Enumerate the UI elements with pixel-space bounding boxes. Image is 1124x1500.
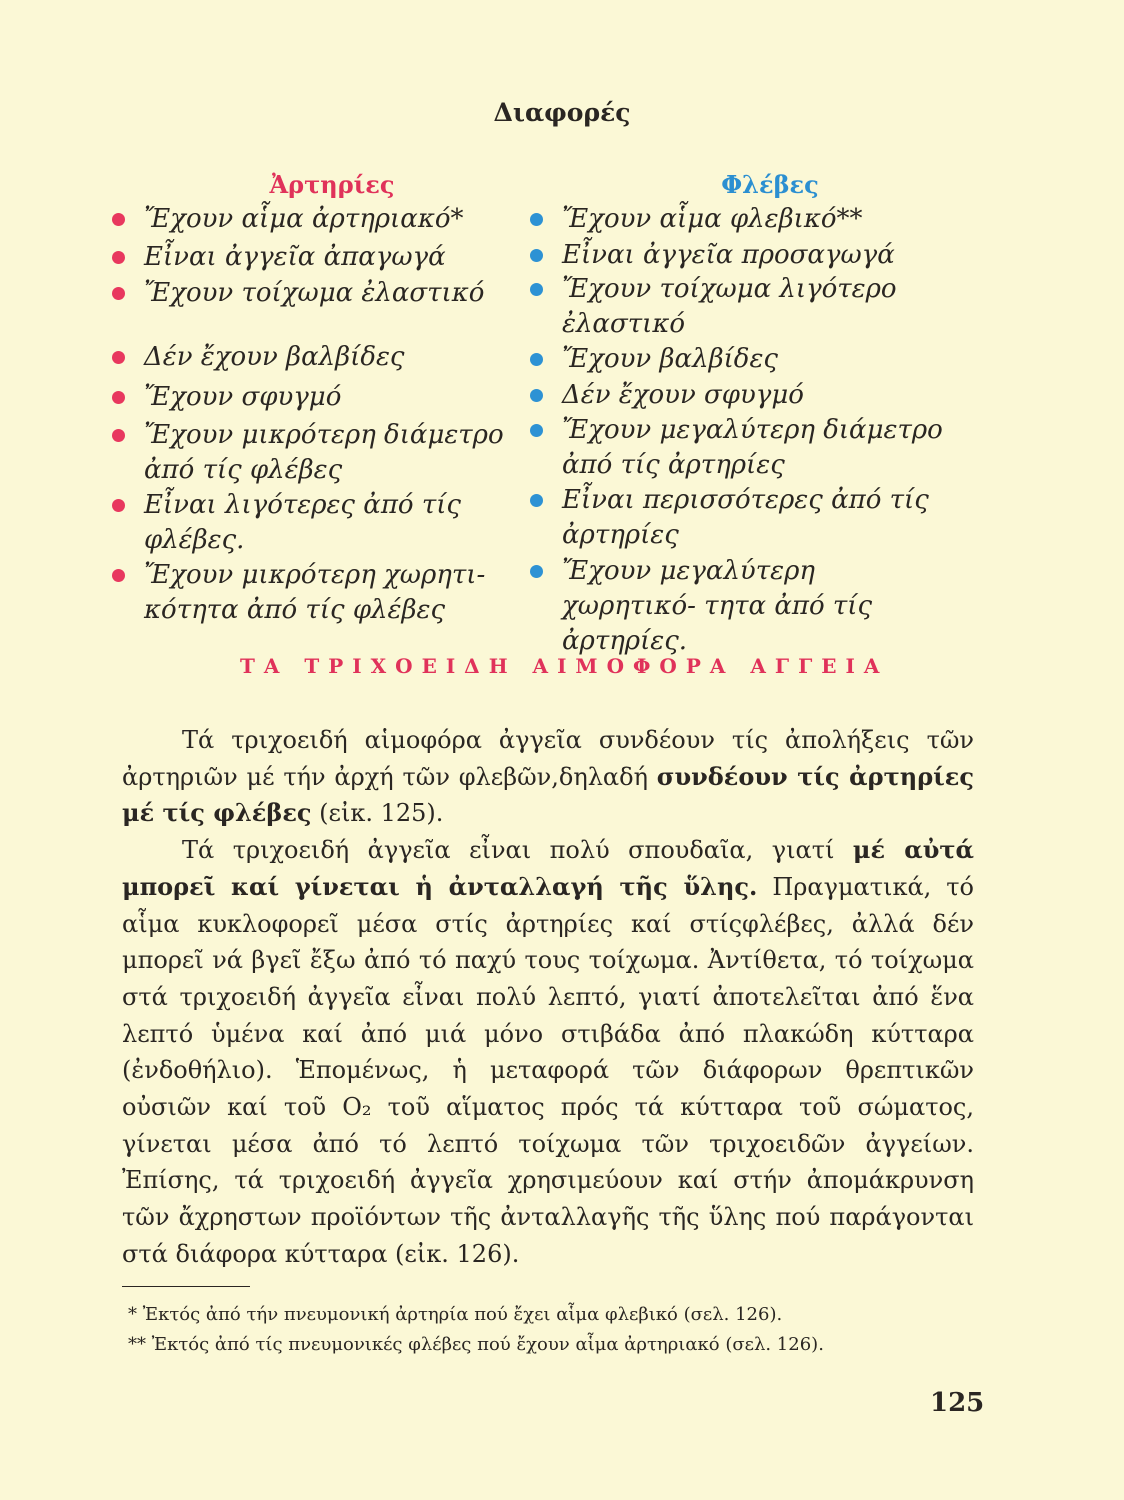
blue-bullet-icon: [530, 353, 543, 366]
veins-heading: Φλέβες: [721, 170, 819, 199]
body-text: [122, 722, 974, 1273]
footnote: ** Ἐκτός ἀπό τίς πνευμονικές φλέβες πού ἔχουν αἷμα ἀρτηριακό (σελ. 126).: [128, 1334, 824, 1355]
veins-item: Ἔχουν μεγαλύτερη χωρητικό- τητα ἀπό τίς ἀρτηρίες.: [530, 554, 950, 659]
arteries-item: Εἶναι ἀγγεῖα ἀπαγωγά: [112, 240, 512, 275]
paragraph: Τά τριχοειδή ἀγγεῖα εἶναι πολύ σπουδαῖα, γιατί μέ αὐτά μπορεῖ καί γίνεται ἡ ἀνταλλαγή τῆς ὕλης. Πραγματικά, τό αἷμα κυκλοφορεῖ μέσα στίς ἀρτηρίες καί στίςφλέβες, ἀλλά δέν μπορεῖ νά βγεῖ ἔξω ἀπό τό παχύ τους τοίχωμα. Ἀντίθετα, τό τοίχωμα στά τριχοειδή ἀγγεῖα εἶναι πολύ λεπτό, γιατί ἀποτελεῖται ἀπό ἕνα λεπτό ὑμένα καί ἀπό μιά μόνο στιβάδα ἀπό πλακώδη κύτταρα (ἐνδοθήλιο). Ἑπομένως, ἡ μεταφορά τῶν διάφορων θρεπτικῶν οὐσιῶν καί τοῦ Ο₂ τοῦ αἵματος πρός τά κύτταρα τοῦ σώματος, γίνεται μέσα ἀπό τό λεπτό τοίχωμα τῶν τριχοειδῶν ἀγγείων. Ἐπίσης, τά τριχοειδή ἀγγεῖα χρησιμεύουν καί στήν ἀπομάκρυνση τῶν ἄχρηστων προϊόντων τῆς ἀνταλλαγῆς τῆς ὕλης πού παράγονται στά διάφορα κύτταρα (εἰκ. 126).: [122, 835, 975, 1268]
arteries-item: Ἔχουν αἷμα ἀρτηριακό*: [112, 202, 512, 237]
paragraph: Τά τριχοειδή αἱμοφόρα ἀγγεῖα συνδέουν τίς ἀπολήξεις τῶν ἀρτηριῶν μέ τήν ἀρχή τῶν φλεβῶν,δηλαδή συνδέουν τίς ἀρτηρίες μέ τίς φλέβες (εἰκ. 125).: [122, 726, 974, 828]
red-bullet-icon: [112, 351, 125, 364]
red-bullet-icon: [112, 287, 125, 300]
blue-bullet-icon: [530, 389, 543, 402]
red-bullet-icon: [112, 429, 125, 442]
footnote-divider: [122, 1286, 250, 1287]
blue-bullet-icon: [530, 249, 543, 262]
veins-item: Εἶναι ἀγγεῖα προσαγωγά: [530, 238, 950, 273]
red-bullet-icon: [112, 251, 125, 264]
arteries-item: Δέν ἔχουν βαλβίδες: [112, 340, 512, 375]
veins-item: Ἔχουν αἷμα φλεβικό**: [530, 202, 950, 237]
veins-item: Ἔχουν βαλβίδες: [530, 342, 950, 377]
arteries-heading: Ἀρτηρίες: [269, 170, 395, 199]
red-bullet-icon: [112, 391, 125, 404]
veins-column: [530, 170, 950, 656]
blue-bullet-icon: [530, 565, 543, 578]
blue-bullet-icon: [530, 494, 543, 507]
veins-item: Εἶναι περισσότερες ἀπό τίς ἀρτηρίες: [530, 483, 950, 553]
page-number: 125: [930, 1388, 985, 1418]
veins-item: Δέν ἔχουν σφυγμό: [530, 378, 950, 413]
blue-bullet-icon: [530, 213, 543, 226]
red-bullet-icon: [112, 569, 125, 582]
bold-phrase: συνδέουν τίς ἀρτηρίες μέ τίς φλέβες: [122, 761, 974, 828]
arteries-item: Ἔχουν τοίχωμα ἐλαστικό: [112, 276, 512, 311]
blue-bullet-icon: [530, 283, 543, 296]
section-heading: ΤΑ ΤΡΙΧΟΕΙΔΗ ΑΙΜΟΦΟΡΑ ΑΓΓΕΙΑ: [240, 654, 889, 678]
arteries-item: Εἶναι λιγότερες ἀπό τίς φλέβες.: [112, 488, 512, 558]
bold-phrase: μέ αὐτά μπορεῖ καί γίνεται ἡ ἀνταλλαγή τῆς ὕλης.: [122, 835, 975, 901]
arteries-item: Ἔχουν μικρότερη διάμετρο ἀπό τίς φλέβες: [112, 418, 512, 488]
blue-bullet-icon: [530, 424, 543, 437]
red-bullet-icon: [112, 499, 125, 512]
footnote: * Ἐκτός ἀπό τήν πνευμονική ἀρτηρία πού ἔχει αἷμα φλεβικό (σελ. 126).: [128, 1304, 783, 1325]
arteries-column: [112, 170, 512, 625]
arteries-item: Ἔχουν μικρότερη χωρητι- κότητα ἀπό τίς φλέβες: [112, 558, 512, 628]
arteries-item: Ἔχουν σφυγμό: [112, 380, 512, 415]
page-title: Διαφορές: [493, 98, 631, 127]
red-bullet-icon: [112, 213, 125, 226]
veins-item: Ἔχουν τοίχωμα λιγότερο ἐλαστικό: [530, 272, 950, 342]
veins-item: Ἔχουν μεγαλύτερη διάμετρο ἀπό τίς ἀρτηρίες: [530, 413, 950, 483]
